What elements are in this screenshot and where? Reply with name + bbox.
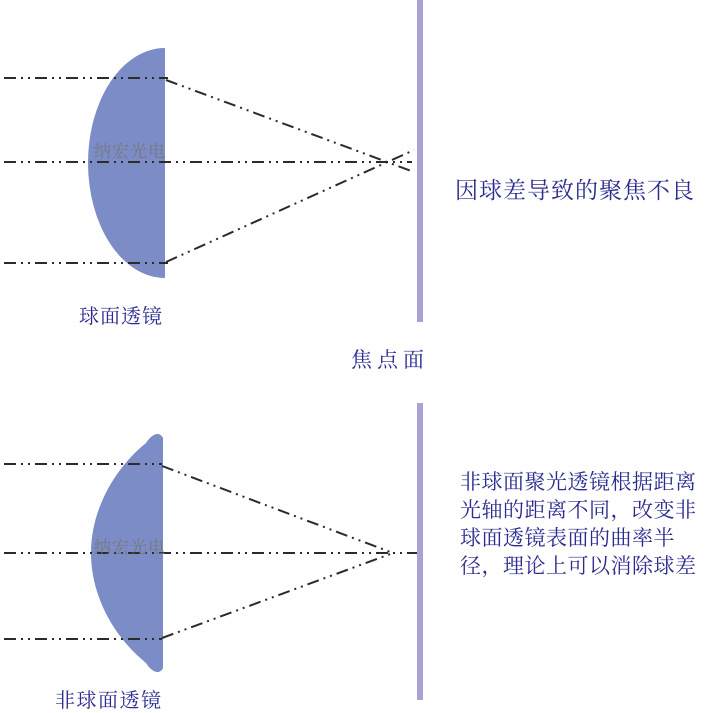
watermark-text: 纳宏光电 (94, 142, 166, 161)
caption-line: 光轴的距离不同，改变非 (460, 499, 697, 522)
spherical-lens-label: 球面透镜 (79, 306, 163, 328)
caption-line: 非球面聚光透镜根据距离 (460, 471, 697, 494)
focal-plane-line-bottom (417, 403, 423, 700)
light-ray-top-refracted (166, 80, 414, 172)
light-ray-top-refracted-aspheric (162, 466, 393, 553)
spherical-aberration-caption: 因球差导致的聚焦不良 (455, 177, 695, 203)
caption-line: 径，理论上可以消除球差 (460, 555, 697, 578)
focal-plane-label: 焦点面 (351, 349, 429, 372)
aspherical-lens-caption (460, 469, 697, 581)
aspherical-lens-label: 非球面透镜 (55, 690, 163, 712)
watermark-text: 纳宏光电 (94, 538, 166, 557)
focal-plane-line-top (417, 0, 423, 322)
light-ray-bottom-refracted (166, 150, 414, 262)
light-ray-bottom-refracted-aspheric (162, 553, 393, 638)
caption-line: 球面透镜表面的曲率半 (460, 527, 675, 550)
